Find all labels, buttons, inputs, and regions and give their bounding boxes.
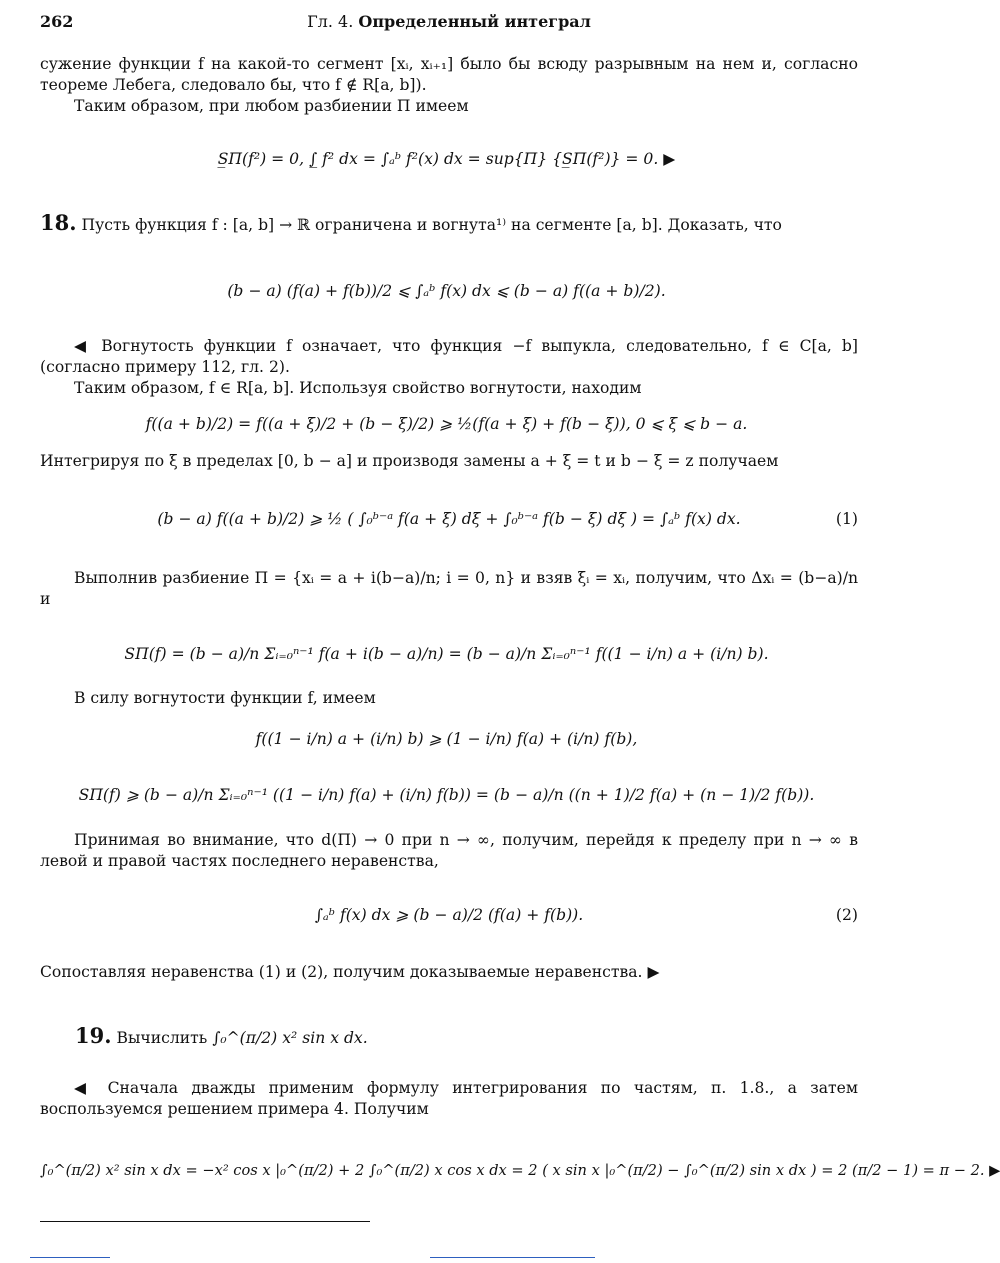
text-block-4 — [40, 688, 858, 709]
problem-number-18: 18. — [40, 210, 77, 235]
equation-1: S̲Π(f²) = 0, ∫̲ f² dx = ∫ₐᵇ f²(x) dx = sup{Π} {S̲Π(f²)} = 0. ▶ — [217, 150, 676, 168]
footnote-divider — [40, 1221, 370, 1222]
running-title: Гл. 4. Определенный интеграл — [307, 12, 591, 31]
equation-8-row — [40, 906, 858, 924]
paragraph-8: Принимая во внимание, что d(Π) → 0 при n → ∞, получим, перейдя к пределу при n → ∞ в левой и правой частях последнего неравенства, — [40, 831, 858, 870]
paragraph-7: В силу вогнутости функции f, имеем — [74, 689, 376, 707]
problem-text-18: Пусть функция f : [a, b] → ℝ ограничена и вогнута¹⁾ на сегменте [a, b]. Доказать, что — [81, 216, 782, 234]
paragraph-1: сужение функции f на какой-то сегмент [xᵢ, xᵢ₊₁] было бы всюду разрывным на нем и, согласно теореме Лебега, следовало бы, что f ∉ R[a, b]). — [40, 55, 858, 94]
equation-8: ∫ₐᵇ f(x) dx ⩾ (b − a)/2 (f(a) + f(b)). — [314, 906, 584, 924]
text-block-5 — [40, 830, 858, 872]
page — [40, 10, 858, 117]
problem-text-19: Вычислить — [116, 1029, 208, 1047]
equation-7: SΠ(f) ⩾ (b − a)/n Σᵢ₌₀ⁿ⁻¹ ((1 − i/n) f(a) + (i/n) f(b)) = (b − a)/n ((n + 1)/2 f(a) + (n − 1)/2 f(b)). — [78, 786, 815, 804]
running-header — [40, 10, 858, 40]
chapter-title: Определенный интеграл — [358, 12, 591, 31]
text-block-7 — [40, 1078, 858, 1120]
text-block-1 — [40, 336, 858, 399]
equation-5: SΠ(f) = (b − a)/n Σᵢ₌₀ⁿ⁻¹ f(a + i(b − a)/n) = (b − a)/n Σᵢ₌₀ⁿ⁻¹ f((1 − i/n) a + (i/n) b). — [124, 645, 769, 663]
blue-underline-left — [30, 1257, 110, 1258]
blue-underline-right — [430, 1257, 595, 1258]
paragraph-9: Сопоставляя неравенства (1) и (2), получим доказываемые неравенства. ▶ — [40, 963, 660, 981]
paragraph-4: Таким образом, f ∈ R[a, b]. Используя свойство вогнутости, находим — [74, 379, 642, 397]
equation-3: f((a + b)/2) = f((a + ξ)/2 + (b − ξ)/2) ⩾ ½(f(a + ξ) + f(b − ξ)), 0 ⩽ ξ ⩽ b − a. — [145, 415, 748, 433]
equation-number-1: (1) — [835, 510, 858, 528]
problem-number-19: 19. — [75, 1023, 112, 1048]
equation-number-2: (2) — [835, 906, 858, 924]
text-block-6 — [40, 962, 858, 983]
equation-2: (b − a) (f(a) + f(b))/2 ⩽ ∫ₐᵇ f(x) dx ⩽ (b − a) f((a + b)/2). — [227, 282, 666, 300]
page-number: 262 — [40, 12, 74, 31]
equation-9: ∫₀^(π/2) x² sin x dx = −x² cos x |₀^(π/2) + 2 ∫₀^(π/2) x cos x dx = 2 ( x sin x |₀^(π/2) − ∫₀^(π/2) sin x dx ) = 2 (π/2 − 1) = π − 2. ▶ — [40, 1162, 1000, 1179]
paragraph-10: ◀ Сначала дважды применим формулу интегрирования по частям, п. 1.8., а затем воспользуемся решением примера 4. Получим — [40, 1079, 858, 1118]
paragraph-3: ◀ Вогнутость функции f означает, что функция −f выпукла, следовательно, f ∈ C[a, b] (согласно примеру 112, гл. 2). — [40, 337, 858, 376]
paragraph-5: Интегрируя по ξ в пределах [0, b − a] и производя замены a + ξ = t и b − ξ = z получаем — [40, 452, 779, 470]
paragraph-2: Таким образом, при любом разбиении Π имеем — [74, 97, 469, 115]
paragraph-6: Выполнив разбиение Π = {xᵢ = a + i(b−a)/n; i = 0, n} и взяв ξᵢ = xᵢ, получим, что Δxᵢ = (b−a)/n и — [40, 569, 858, 608]
equation-6: f((1 − i/n) a + (i/n) b) ⩾ (1 − i/n) f(a) + (i/n) f(b), — [255, 730, 638, 748]
text-block-2 — [40, 451, 858, 472]
equation-4: (b − a) f((a + b)/2) ⩾ ½ ( ∫₀ᵇ⁻ᵃ f(a + ξ) dξ + ∫₀ᵇ⁻ᵃ f(b − ξ) dξ ) = ∫ₐᵇ f(x) dx. — [157, 510, 741, 528]
problem-19-integral: ∫₀^(π/2) x² sin x dx. — [212, 1029, 368, 1047]
text-block-3 — [40, 568, 858, 610]
equation-4-row — [40, 510, 858, 528]
problem-19 — [75, 1025, 858, 1049]
problem-18 — [40, 212, 858, 236]
